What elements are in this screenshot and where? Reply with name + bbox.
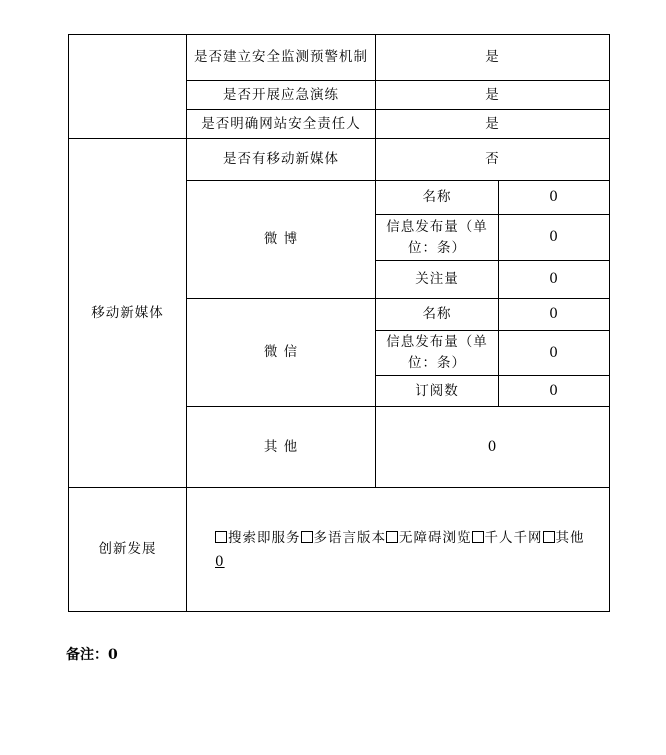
weibo-name-value: 0 <box>499 181 610 215</box>
security-officer-value: 是 <box>376 110 610 139</box>
weibo-posts-value: 0 <box>499 215 610 261</box>
note <box>66 644 118 664</box>
wechat-subscribers-label: 订阅数 <box>376 376 499 407</box>
checkbox-icon[interactable] <box>301 531 313 543</box>
option-multilingual[interactable] <box>301 530 387 546</box>
drill-value: 是 <box>376 81 610 110</box>
other-media-label: 其 他 <box>187 407 376 488</box>
wechat-posts-value: 0 <box>499 331 610 376</box>
innovation-label: 创新发展 <box>69 488 187 612</box>
has-mobile-media-value: 否 <box>376 139 610 181</box>
option-other[interactable] <box>543 530 585 546</box>
weibo-posts-label: 信息发布量（单位：条） <box>376 215 499 261</box>
table-row <box>69 488 610 612</box>
weibo-label: 微 博 <box>187 181 376 299</box>
weibo-name-label: 名称 <box>376 181 499 215</box>
option-search-service[interactable] <box>215 530 301 546</box>
top-empty-cell <box>69 35 187 139</box>
table-row <box>69 139 610 181</box>
option-label: 多语言版本 <box>313 529 386 546</box>
wechat-name-label: 名称 <box>376 299 499 331</box>
option-personalized[interactable] <box>472 530 543 546</box>
report-table <box>68 34 610 612</box>
weibo-followers-value: 0 <box>499 261 610 299</box>
monitoring-value: 是 <box>376 35 610 81</box>
other-option-value: 0 <box>215 553 225 570</box>
monitoring-label: 是否建立安全监测预警机制 <box>187 35 376 81</box>
wechat-posts-label: 信息发布量（单位：条） <box>376 331 499 376</box>
wechat-label: 微 信 <box>187 299 376 407</box>
innovation-options <box>187 488 610 612</box>
note-value: 0 <box>108 647 118 663</box>
option-accessibility[interactable] <box>386 530 472 546</box>
wechat-name-value: 0 <box>499 299 610 331</box>
option-label: 千人千网 <box>484 529 543 546</box>
checkbox-icon[interactable] <box>386 531 398 543</box>
wechat-subscribers-value: 0 <box>499 376 610 407</box>
mobile-media-section-label: 移动新媒体 <box>69 139 187 488</box>
option-label: 无障碍浏览 <box>399 529 472 546</box>
table-row <box>69 35 610 81</box>
checkbox-icon[interactable] <box>543 531 555 543</box>
weibo-followers-label: 关注量 <box>376 261 499 299</box>
option-label: 搜索即服务 <box>228 529 301 546</box>
security-officer-label: 是否明确网站安全责任人 <box>187 110 376 139</box>
drill-label: 是否开展应急演练 <box>187 81 376 110</box>
checkbox-icon[interactable] <box>472 531 484 543</box>
checkbox-icon[interactable] <box>215 531 227 543</box>
other-media-value: 0 <box>376 407 610 488</box>
has-mobile-media-label: 是否有移动新媒体 <box>187 139 376 181</box>
note-label: 备注： <box>66 647 108 663</box>
option-label: 其他 <box>555 529 585 546</box>
